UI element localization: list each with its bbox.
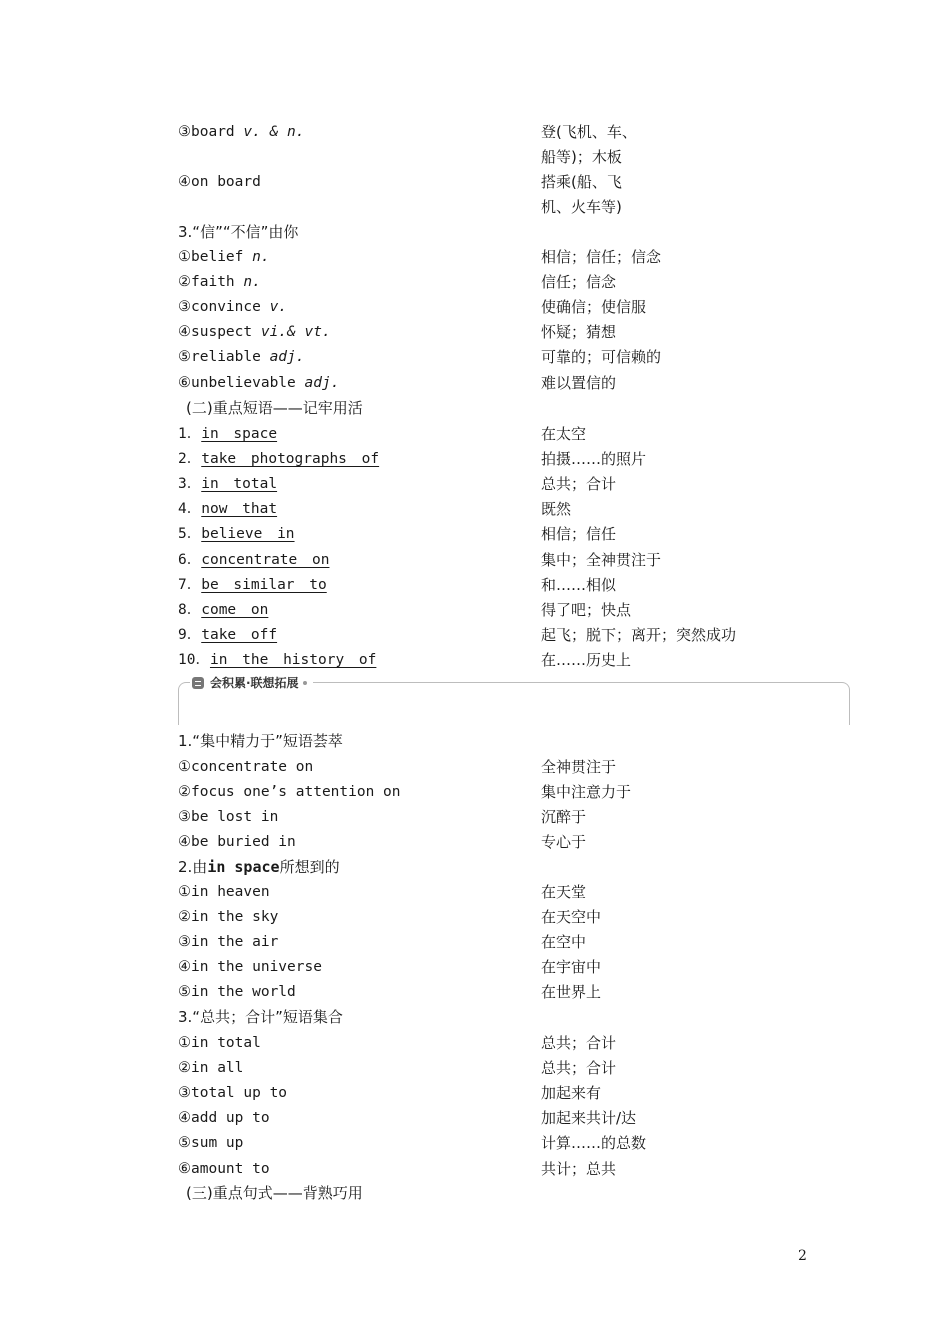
vocab-row [178,472,778,497]
part-of-speech: v. [269,299,288,316]
vocab-word: ③be lost in [178,809,279,826]
vocab-meaning: 加起来有 [541,1084,602,1103]
vocab-row [178,371,778,396]
vocab-meaning: 总共；合计 [541,1034,617,1052]
vocab-word: ③in the air [178,934,279,951]
vocab-row [178,295,778,320]
vocab-row [178,120,778,166]
part-of-speech: adj. [269,349,305,366]
vocab-row [178,830,778,855]
vocab-row [178,422,778,447]
vocab-meaning: 总共；合计 [541,475,617,494]
vocab-meaning: 和……相似 [541,575,617,594]
vocab-word: ⑤sum up [178,1135,244,1152]
vocab-word: ⑤reliable [178,349,270,366]
vocab-row [178,648,778,673]
vocab-word: ③convince [178,299,270,316]
vocab-word: now that [201,501,278,518]
item-number: 5． [178,526,202,543]
section-heading: (三)重点句式——背熟巧用 [186,1184,363,1202]
vocab-row [178,320,778,345]
vocab-row [178,755,778,780]
vocab-word: ②faith [178,274,244,291]
vocab-word: ⑥amount to [178,1160,270,1177]
vocab-word: concentrate on [201,551,330,568]
part-of-speech: n. [252,249,270,265]
part-of-speech: vi.& vt. [260,324,331,341]
vocab-word: ①concentrate on [178,759,314,775]
vocab-meaning: 信任；信念 [541,273,617,292]
box-label: 会积累·联想拓展 [190,674,313,692]
vocab-row [178,170,778,216]
vocab-meaning: 集中注意力于 [541,783,632,802]
vocab-meaning: 在……历史上 [541,650,632,669]
page-number: 2 [798,1248,807,1264]
vocab-meaning: 难以置信的 [541,373,617,392]
vocab-meaning: 使确信；使信服 [541,298,647,317]
vocab-meaning: 在空中 [541,933,587,952]
vocab-meaning: 拍摄……的照片 [541,450,647,469]
item-number: 6． [178,551,202,568]
vocab-row [178,573,778,598]
vocab-word: be similar to [201,576,327,593]
vocab-word: ④in the universe [178,959,322,976]
vocab-meaning: 既然 [541,500,572,519]
section-heading: 1.“集中精力于”短语荟萃 [178,732,343,750]
vocab-row [178,1131,778,1156]
vocab-row [178,497,778,522]
vocab-row [178,930,778,955]
vocab-word: ③board [178,124,244,140]
vocab-word: in space [201,426,278,442]
vocab-meaning: 总共；合计 [541,1059,617,1078]
vocab-meaning: 得了吧；快点 [541,600,632,619]
vocab-word: take photographs of [201,451,380,468]
vocab-row [178,1031,778,1056]
vocab-meaning: 搭乘(船、飞 [541,173,622,191]
item-number: 4． [178,501,202,518]
vocab-meaning: 可靠的；可信赖的 [541,348,662,367]
vocab-row [178,880,778,905]
item-number: 2． [178,451,202,468]
vocab-row [178,598,778,623]
vocab-meaning: 怀疑；猜想 [541,323,617,342]
vocab-row [178,548,778,573]
vocab-row [178,905,778,930]
vocab-word: ⑥unbelievable [178,374,305,391]
vocab-meaning: 共计；总共 [541,1159,617,1178]
vocab-meaning: 集中；全神贯注于 [541,550,662,569]
item-number: 9． [178,626,202,643]
vocab-row [178,270,778,295]
item-number: 3． [178,476,202,493]
vocab-word: ③total up to [178,1085,288,1102]
vocab-row [178,805,778,830]
section-heading: 3.“总共；合计”短语集合 [178,1008,343,1026]
vocab-row [178,980,778,1005]
vocab-word: come on [201,601,269,618]
part-of-speech: v. & n. [243,124,305,140]
vocab-row [178,1106,778,1131]
vocab-meaning-cont: 船等)；木板 [541,148,622,166]
item-number: 1． [178,426,202,442]
vocab-meaning: 加起来共计/达 [541,1109,637,1128]
vocab-word: take off [201,626,278,643]
section-heading: 3.“信”“不信”由你 [178,223,299,241]
vocab-row [178,345,778,370]
vocab-meaning: 计算……的总数 [541,1134,647,1153]
vocab-row [178,623,778,648]
section-heading: 2.由in space所想到的 [178,858,340,876]
vocab-word: ①belief [178,249,253,265]
vocab-word: ②focus one’s attention on [178,784,401,801]
part-of-speech: n. [243,274,261,291]
vocab-word: ④suspect [178,324,261,341]
vocab-word: ①in heaven [178,884,270,900]
vocab-row [178,1157,778,1182]
vocab-meaning: 登(飞机、车、 [541,123,637,141]
vocab-meaning: 相信；信任 [541,525,617,544]
vocab-meaning: 在太空 [541,425,587,443]
vocab-word: in total [201,476,278,493]
vocab-row [178,1056,778,1081]
vocab-meaning: 起飞；脱下；离开；突然成功 [541,625,737,644]
vocab-meaning: 全神贯注于 [541,758,617,776]
vocab-row [178,447,778,472]
vocab-meaning-cont: 机、火车等) [541,198,622,216]
item-number: 10． [178,651,210,668]
vocab-word: ④add up to [178,1110,270,1127]
vocab-row [178,955,778,980]
vocab-word: believe in [201,526,295,543]
vocab-meaning: 沉醉于 [541,808,587,827]
vocab-row [178,245,778,270]
item-number: 7． [178,576,202,593]
vocab-word: ②in the sky [178,909,279,926]
section-heading: (二)重点短语——记牢用活 [186,399,363,417]
dot-icon [303,681,307,685]
vocab-meaning: 在世界上 [541,983,602,1002]
vocab-word: in the history of [209,651,377,668]
vocab-word: ④on board [178,174,261,190]
vocab-row [178,780,778,805]
vocab-word: ⑤in the world [178,984,296,1001]
vocab-word: ①in total [178,1035,261,1051]
vocab-meaning: 在天空中 [541,908,602,927]
vocab-meaning: 在天堂 [541,883,587,901]
vocab-row [178,1081,778,1106]
vocab-word: ②in all [178,1060,244,1077]
vocab-meaning: 相信；信任；信念 [541,248,662,266]
vocab-meaning: 在宇宙中 [541,958,602,977]
item-number: 8． [178,601,202,618]
vocab-meaning: 专心于 [541,833,587,852]
vocab-row [178,522,778,547]
part-of-speech: adj. [304,374,340,391]
book-icon [192,677,204,689]
vocab-word: ④be buried in [178,834,296,851]
